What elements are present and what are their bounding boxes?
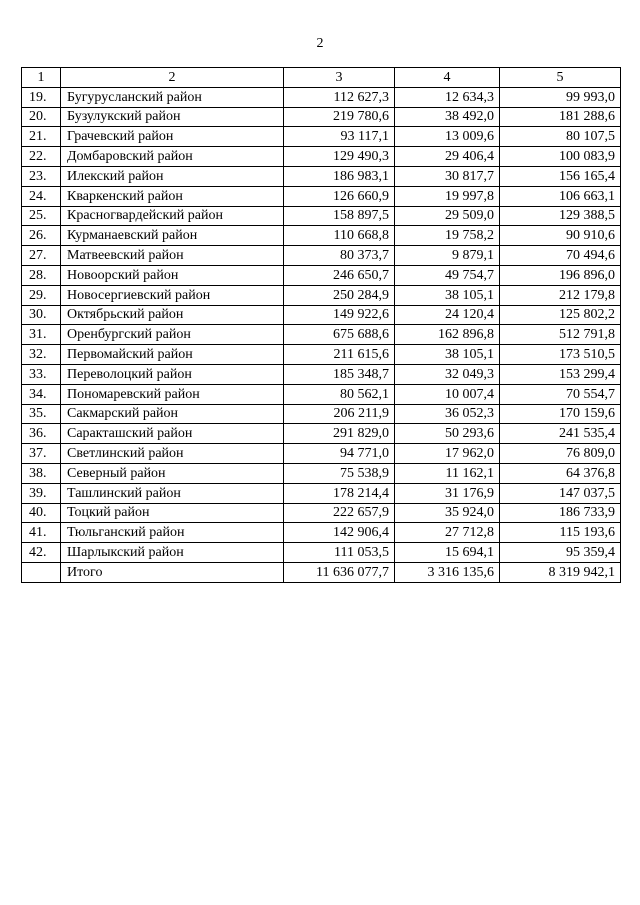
row-number-cell: 24. bbox=[22, 186, 61, 206]
column-5-value-cell: 99 993,0 bbox=[500, 87, 621, 107]
column-4-value-cell: 49 754,7 bbox=[395, 265, 500, 285]
column-5-value-cell: 8 319 942,1 bbox=[500, 562, 621, 582]
column-4-value-cell: 3 316 135,6 bbox=[395, 562, 500, 582]
row-number-cell: 25. bbox=[22, 206, 61, 226]
row-number-cell: 35. bbox=[22, 404, 61, 424]
column-3-value-cell: 291 829,0 bbox=[284, 424, 395, 444]
row-number-cell: 38. bbox=[22, 463, 61, 483]
column-3-value-cell: 110 668,8 bbox=[284, 226, 395, 246]
row-number-cell: 29. bbox=[22, 285, 61, 305]
row-number-cell: 26. bbox=[22, 226, 61, 246]
district-name-cell: Первомайский район bbox=[61, 345, 284, 365]
column-3-value-cell: 178 214,4 bbox=[284, 483, 395, 503]
column-3-value-cell: 246 650,7 bbox=[284, 265, 395, 285]
row-number-cell: 32. bbox=[22, 345, 61, 365]
table-header-row bbox=[22, 68, 621, 88]
row-number-cell: 20. bbox=[22, 107, 61, 127]
column-5-value-cell: 76 809,0 bbox=[500, 444, 621, 464]
column-5-value-cell: 90 910,6 bbox=[500, 226, 621, 246]
column-3-value-cell: 75 538,9 bbox=[284, 463, 395, 483]
column-5-value-cell: 212 179,8 bbox=[500, 285, 621, 305]
table-row bbox=[22, 523, 621, 543]
row-number-cell: 40. bbox=[22, 503, 61, 523]
district-name-cell: Пономаревский район bbox=[61, 384, 284, 404]
column-4-value-cell: 50 293,6 bbox=[395, 424, 500, 444]
column-5-value-cell: 70 554,7 bbox=[500, 384, 621, 404]
table-row bbox=[22, 147, 621, 167]
column-3-value-cell: 80 562,1 bbox=[284, 384, 395, 404]
column-header-1: 1 bbox=[22, 68, 61, 88]
column-5-value-cell: 115 193,6 bbox=[500, 523, 621, 543]
column-4-value-cell: 24 120,4 bbox=[395, 305, 500, 325]
district-name-cell: Новосергиевский район bbox=[61, 285, 284, 305]
column-3-value-cell: 142 906,4 bbox=[284, 523, 395, 543]
column-3-value-cell: 211 615,6 bbox=[284, 345, 395, 365]
column-5-value-cell: 106 663,1 bbox=[500, 186, 621, 206]
column-4-value-cell: 38 492,0 bbox=[395, 107, 500, 127]
column-3-value-cell: 186 983,1 bbox=[284, 166, 395, 186]
column-4-value-cell: 35 924,0 bbox=[395, 503, 500, 523]
column-5-value-cell: 129 388,5 bbox=[500, 206, 621, 226]
column-4-value-cell: 29 406,4 bbox=[395, 147, 500, 167]
data-table bbox=[21, 67, 621, 583]
table-row bbox=[22, 305, 621, 325]
table-row bbox=[22, 206, 621, 226]
column-4-value-cell: 17 962,0 bbox=[395, 444, 500, 464]
table-row bbox=[22, 107, 621, 127]
table-row bbox=[22, 404, 621, 424]
total-row bbox=[22, 562, 621, 582]
column-header-3: 3 bbox=[284, 68, 395, 88]
column-5-value-cell: 100 083,9 bbox=[500, 147, 621, 167]
column-4-value-cell: 11 162,1 bbox=[395, 463, 500, 483]
district-name-cell: Шарлыкский район bbox=[61, 543, 284, 563]
column-5-value-cell: 241 535,4 bbox=[500, 424, 621, 444]
row-number-cell: 23. bbox=[22, 166, 61, 186]
column-5-value-cell: 147 037,5 bbox=[500, 483, 621, 503]
row-number-cell: 22. bbox=[22, 147, 61, 167]
table-row bbox=[22, 87, 621, 107]
column-4-value-cell: 19 758,2 bbox=[395, 226, 500, 246]
column-4-value-cell: 27 712,8 bbox=[395, 523, 500, 543]
table-row bbox=[22, 285, 621, 305]
table-row bbox=[22, 364, 621, 384]
column-5-value-cell: 64 376,8 bbox=[500, 463, 621, 483]
district-name-cell: Светлинский район bbox=[61, 444, 284, 464]
column-4-value-cell: 10 007,4 bbox=[395, 384, 500, 404]
column-3-value-cell: 129 490,3 bbox=[284, 147, 395, 167]
row-number-cell: 27. bbox=[22, 246, 61, 266]
district-name-cell: Саракташский район bbox=[61, 424, 284, 444]
column-5-value-cell: 153 299,4 bbox=[500, 364, 621, 384]
district-name-cell: Тюльганский район bbox=[61, 523, 284, 543]
column-5-value-cell: 186 733,9 bbox=[500, 503, 621, 523]
row-number-cell: 36. bbox=[22, 424, 61, 444]
column-4-value-cell: 30 817,7 bbox=[395, 166, 500, 186]
row-number-cell: 39. bbox=[22, 483, 61, 503]
column-header-2: 2 bbox=[61, 68, 284, 88]
row-number-cell bbox=[22, 562, 61, 582]
column-5-value-cell: 512 791,8 bbox=[500, 325, 621, 345]
column-header-5: 5 bbox=[500, 68, 621, 88]
column-3-value-cell: 11 636 077,7 bbox=[284, 562, 395, 582]
column-3-value-cell: 112 627,3 bbox=[284, 87, 395, 107]
column-4-value-cell: 32 049,3 bbox=[395, 364, 500, 384]
district-name-cell: Северный район bbox=[61, 463, 284, 483]
table-row bbox=[22, 543, 621, 563]
district-name-cell: Сакмарский район bbox=[61, 404, 284, 424]
column-4-value-cell: 9 879,1 bbox=[395, 246, 500, 266]
table-row bbox=[22, 186, 621, 206]
table-row bbox=[22, 246, 621, 266]
row-number-cell: 28. bbox=[22, 265, 61, 285]
column-4-value-cell: 31 176,9 bbox=[395, 483, 500, 503]
column-5-value-cell: 70 494,6 bbox=[500, 246, 621, 266]
table-row bbox=[22, 325, 621, 345]
column-4-value-cell: 13 009,6 bbox=[395, 127, 500, 147]
district-name-cell: Оренбургский район bbox=[61, 325, 284, 345]
column-3-value-cell: 158 897,5 bbox=[284, 206, 395, 226]
table-row bbox=[22, 503, 621, 523]
column-3-value-cell: 93 117,1 bbox=[284, 127, 395, 147]
column-3-value-cell: 222 657,9 bbox=[284, 503, 395, 523]
row-number-cell: 31. bbox=[22, 325, 61, 345]
table-row bbox=[22, 345, 621, 365]
district-name-cell: Матвеевский район bbox=[61, 246, 284, 266]
district-name-cell: Тоцкий район bbox=[61, 503, 284, 523]
column-3-value-cell: 675 688,6 bbox=[284, 325, 395, 345]
district-name-cell: Домбаровский район bbox=[61, 147, 284, 167]
column-3-value-cell: 126 660,9 bbox=[284, 186, 395, 206]
row-number-cell: 33. bbox=[22, 364, 61, 384]
district-name-cell: Илекский район bbox=[61, 166, 284, 186]
column-4-value-cell: 36 052,3 bbox=[395, 404, 500, 424]
table-body bbox=[22, 68, 621, 583]
column-3-value-cell: 206 211,9 bbox=[284, 404, 395, 424]
district-name-cell: Новоорский район bbox=[61, 265, 284, 285]
column-4-value-cell: 38 105,1 bbox=[395, 345, 500, 365]
column-4-value-cell: 12 634,3 bbox=[395, 87, 500, 107]
column-5-value-cell: 196 896,0 bbox=[500, 265, 621, 285]
row-number-cell: 42. bbox=[22, 543, 61, 563]
column-4-value-cell: 162 896,8 bbox=[395, 325, 500, 345]
row-number-cell: 19. bbox=[22, 87, 61, 107]
row-number-cell: 41. bbox=[22, 523, 61, 543]
district-name-cell: Переволоцкий район bbox=[61, 364, 284, 384]
table-row bbox=[22, 265, 621, 285]
table-row bbox=[22, 384, 621, 404]
column-3-value-cell: 250 284,9 bbox=[284, 285, 395, 305]
page-number: 2 bbox=[316, 36, 324, 51]
table-row bbox=[22, 127, 621, 147]
district-name-cell: Грачевский район bbox=[61, 127, 284, 147]
district-name-cell: Ташлинский район bbox=[61, 483, 284, 503]
row-number-cell: 21. bbox=[22, 127, 61, 147]
column-3-value-cell: 149 922,6 bbox=[284, 305, 395, 325]
column-5-value-cell: 80 107,5 bbox=[500, 127, 621, 147]
district-name-cell: Бузулукский район bbox=[61, 107, 284, 127]
column-5-value-cell: 173 510,5 bbox=[500, 345, 621, 365]
column-4-value-cell: 29 509,0 bbox=[395, 206, 500, 226]
column-5-value-cell: 181 288,6 bbox=[500, 107, 621, 127]
table-row bbox=[22, 424, 621, 444]
row-number-cell: 30. bbox=[22, 305, 61, 325]
table-row bbox=[22, 226, 621, 246]
column-3-value-cell: 94 771,0 bbox=[284, 444, 395, 464]
column-4-value-cell: 19 997,8 bbox=[395, 186, 500, 206]
district-name-cell: Кваркенский район bbox=[61, 186, 284, 206]
column-3-value-cell: 80 373,7 bbox=[284, 246, 395, 266]
column-3-value-cell: 185 348,7 bbox=[284, 364, 395, 384]
column-5-value-cell: 125 802,2 bbox=[500, 305, 621, 325]
column-5-value-cell: 156 165,4 bbox=[500, 166, 621, 186]
column-4-value-cell: 38 105,1 bbox=[395, 285, 500, 305]
district-name-cell: Красногвардейский район bbox=[61, 206, 284, 226]
column-5-value-cell: 170 159,6 bbox=[500, 404, 621, 424]
district-name-cell: Октябрьский район bbox=[61, 305, 284, 325]
column-5-value-cell: 95 359,4 bbox=[500, 543, 621, 563]
table-row bbox=[22, 444, 621, 464]
table-row bbox=[22, 166, 621, 186]
column-4-value-cell: 15 694,1 bbox=[395, 543, 500, 563]
table-row bbox=[22, 483, 621, 503]
column-3-value-cell: 219 780,6 bbox=[284, 107, 395, 127]
column-3-value-cell: 111 053,5 bbox=[284, 543, 395, 563]
row-number-cell: 34. bbox=[22, 384, 61, 404]
column-header-4: 4 bbox=[395, 68, 500, 88]
row-number-cell: 37. bbox=[22, 444, 61, 464]
district-name-cell: Итого bbox=[61, 562, 284, 582]
district-name-cell: Бугурусланский район bbox=[61, 87, 284, 107]
table-row bbox=[22, 463, 621, 483]
district-name-cell: Курманаевский район bbox=[61, 226, 284, 246]
